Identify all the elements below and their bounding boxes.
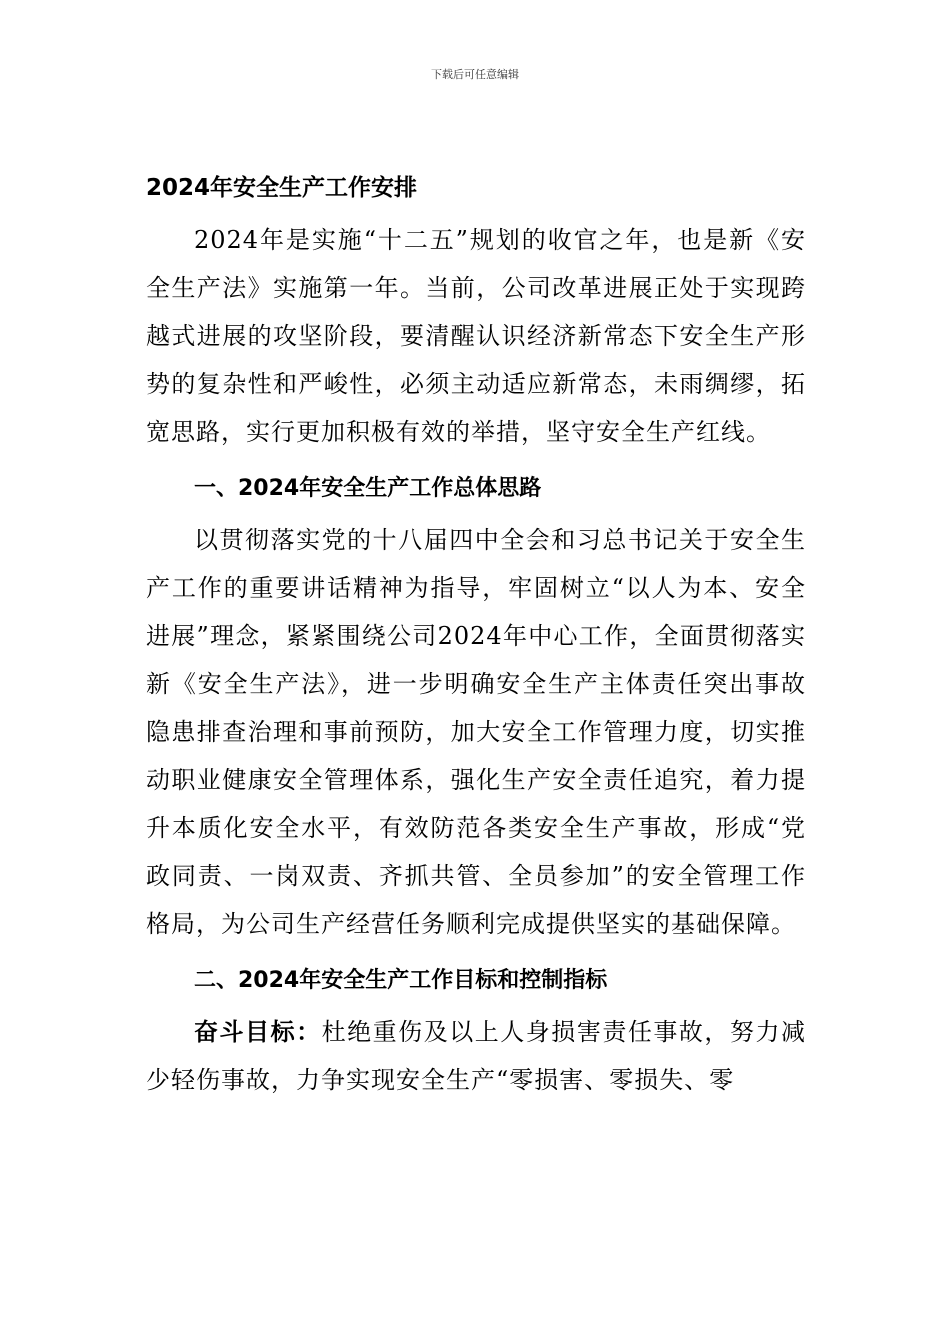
document-title: 2024年安全生产工作安排: [146, 175, 418, 201]
section-1-paragraph: 以贯彻落实党的十八届四中全会和习总书记关于安全生产工作的重要讲话精神为指导，牢固树立“以人为本、安全进展”理念，紧紧围绕公司2024年中心工作，全面贯彻落实新《安全生产法》，进一步明确安全生产主体责任突出事故隐患排查治理和事前预防，加大安全工作管理力度，切实推动职业健康安全管理体系，强化生产安全责任追究，着力提升本质化安全水平，有效防范各类安全生产事故，形成“党政同责、一岗双责、齐抓共管、全员参加”的安全管理工作格局，为公司生产经营任务顺利完成提供坚实的基础保障。: [146, 526, 806, 938]
section-2-heading: 二、2024年安全生产工作目标和控制指标: [194, 968, 608, 993]
section-1-heading: 一、2024年安全生产工作总体思路: [194, 476, 542, 501]
intro-paragraph: 2024年是实施“十二五”规划的收官之年，也是新《安全生产法》实施第一年。当前，公司改革进展正处于实现跨越式进展的攻坚阶段，要清醒认识经济新常态下安全生产形势的复杂性和严峻性，必须主动适应新常态，未雨绸缪，拓宽思路，实行更加积极有效的举措，坚守安全生产红线。: [146, 226, 806, 446]
document-body: [146, 160, 806, 1104]
header-note: 下载后可任意编辑: [431, 68, 519, 81]
goal-label: 奋斗目标：: [194, 1018, 322, 1046]
section-2-paragraph: [146, 1008, 806, 1104]
goal-text: 杜绝重伤及以上人身损害责任事故，努力减少轻伤事故，力争实现安全生产“零损害、零损失、零: [146, 1018, 806, 1094]
